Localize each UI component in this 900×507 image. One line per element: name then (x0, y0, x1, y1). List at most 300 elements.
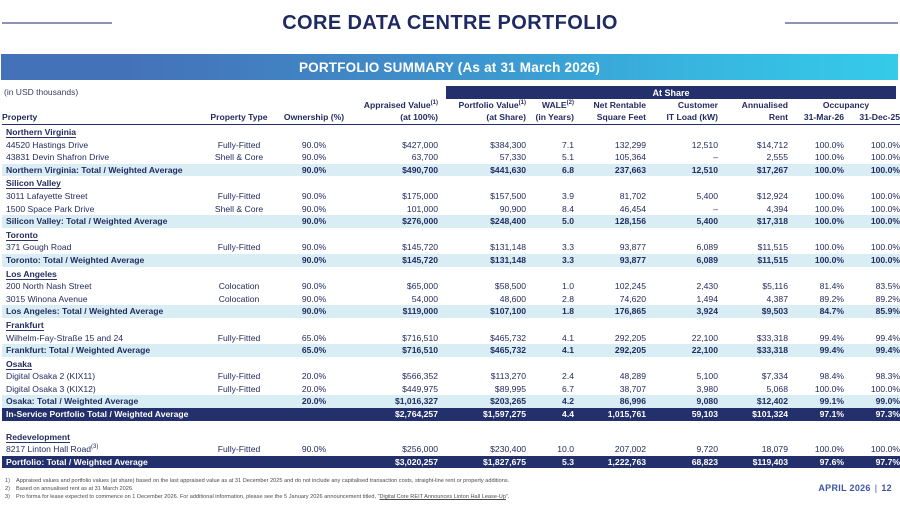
cell-nrsf: 48,289 (619, 371, 646, 382)
cell-nrsf: 38,707 (619, 383, 646, 394)
cell-type (202, 215, 280, 228)
col-header-ownership-top (280, 100, 352, 112)
cell-portfolio: $465,732 (490, 345, 526, 356)
footnotes (5, 477, 775, 501)
cell-property: Toronto: Total / Weighted Average (6, 254, 145, 265)
cell-portfolio: 90,900 (499, 203, 526, 214)
units-note: (in USD thousands) (4, 87, 79, 97)
col-header-property-type-top (202, 100, 280, 112)
cell-nrsf (578, 357, 650, 371)
cell-appraised: $3,020,257 (394, 456, 438, 467)
cell-wale: 2.8 (562, 293, 574, 304)
cell-type (202, 254, 280, 267)
col-header-property: Property (2, 112, 202, 125)
footnote-number: 3) (5, 494, 10, 500)
footnote-number: 1) (5, 478, 10, 484)
cell-it-load: 22,100 (691, 345, 718, 356)
cell-occ1: 100.0% (814, 383, 844, 394)
cell-occ1 (792, 125, 848, 139)
cell-nrsf: 132,299 (614, 139, 646, 150)
cell-appraised (352, 430, 442, 444)
cell-nrsf (578, 176, 650, 190)
market-subtotal-row (2, 395, 900, 408)
cell-it-load: 12,510 (691, 139, 718, 150)
col-header-appraised-value-line2: (at 100%) (352, 112, 442, 125)
cell-occ1 (792, 357, 848, 371)
cell-it-load (650, 430, 722, 444)
cell-property: 1500 Space Park Drive (6, 203, 95, 214)
market-name-label: Northern Virginia (6, 127, 77, 137)
cell-portfolio (442, 125, 530, 139)
col-header-property-top (2, 100, 202, 112)
footnote-item (5, 477, 775, 485)
cell-occ2 (848, 176, 900, 190)
cell-type (202, 357, 280, 371)
col-header-occupancy-group: Occupancy (822, 100, 870, 110)
cell-portfolio: $465,732 (490, 332, 526, 343)
cell-appraised: $119,000 (402, 306, 438, 317)
cell-occ2 (848, 318, 900, 332)
cell-occ2 (848, 430, 900, 444)
cell-ownership (280, 267, 352, 281)
title-band (0, 0, 900, 46)
cell-occ1: 100.0% (814, 190, 844, 201)
cell-occ2: 99.4% (875, 332, 900, 343)
col-header-rent-line2: Rent (722, 112, 792, 125)
cell-property: Silicon Valley: Total / Weighted Average (6, 216, 168, 227)
cell-occ2: 100.0% (870, 139, 900, 150)
cell-rent: $17,267 (756, 164, 788, 175)
cell-property: 200 North Nash Street (6, 281, 92, 292)
cell-occ2: 99.4% (875, 345, 900, 356)
cell-nrsf: 128,156 (614, 216, 646, 227)
cell-it-load: 3,924 (696, 306, 718, 317)
market-subtotal-row (2, 164, 900, 177)
footnote-ref-portfolio: (1) (518, 100, 526, 107)
cell-occ1 (792, 267, 848, 281)
market-header-row (2, 228, 900, 242)
cell-ownership: 20.0% (301, 371, 327, 382)
col-header-portfolio-value-line2: (at Share) (442, 112, 530, 125)
market-name-label: Toronto (6, 229, 38, 240)
cell-it-load: 22,100 (691, 332, 718, 343)
cell-type (202, 228, 280, 242)
cell-appraised (352, 228, 442, 242)
cell-property: 371 Gough Road (6, 242, 72, 253)
footnote-text: Based on annualised rent as at 31 March 2026. (16, 486, 134, 492)
cell-nrsf: 46,454 (619, 203, 646, 214)
portfolio-total-row (2, 456, 900, 469)
market-header-row (2, 430, 900, 444)
cell-rent (722, 357, 792, 371)
cell-rent: 2,555 (766, 152, 788, 163)
cell-property: Northern Virginia: Total / Weighted Average (6, 164, 183, 175)
cell-rent (722, 267, 792, 281)
title-rule-left (2, 22, 112, 24)
cell-nrsf: 74,620 (619, 293, 646, 304)
cell-portfolio: $157,500 (490, 190, 526, 201)
cell-it-load: 1,494 (696, 293, 718, 304)
footnote-announcement-link[interactable]: Digital Core REIT Announces Linton Hall Lease-Up (379, 494, 506, 500)
cell-type (202, 344, 280, 357)
table-header (2, 100, 900, 125)
cell-it-load: 5,400 (696, 190, 718, 201)
cell-nrsf (578, 228, 650, 242)
cell-rent: $33,318 (756, 345, 788, 356)
cell-occ2: 97.7% (875, 456, 900, 467)
cell-occ1: 97.1% (819, 409, 844, 420)
cell-portfolio: 48,600 (499, 293, 526, 304)
col-header-occupancy-prior: 31-Dec-25 (848, 112, 900, 125)
cell-nrsf: 93,877 (619, 254, 646, 265)
footnote-quote-open: “ (377, 494, 380, 500)
cell-type (202, 456, 280, 469)
cell-it-load: – (713, 152, 718, 163)
cell-portfolio: $1,827,675 (482, 456, 526, 467)
at-share-group-header: At Share (446, 86, 896, 99)
cell-wale: 4.1 (562, 345, 574, 356)
cell-ownership (280, 456, 352, 469)
cell-it-load (650, 176, 722, 190)
cell-portfolio: $113,270 (490, 371, 526, 382)
cell-nrsf: 93,877 (619, 242, 646, 253)
cell-appraised: $175,000 (402, 190, 438, 201)
cell-portfolio: $131,148 (490, 254, 526, 265)
market-name-label: Los Angeles (6, 268, 57, 279)
cell-rent: $17,318 (756, 216, 788, 227)
cell-occ2: 100.0% (870, 383, 900, 394)
cell-it-load: 6,089 (696, 254, 718, 265)
cell-rent: 4,394 (766, 203, 788, 214)
cell-rent: $7,334 (761, 371, 788, 382)
cell-wale: 5.1 (562, 152, 574, 163)
market-name-label: Silicon Valley (6, 178, 61, 189)
cell-appraised: 101,000 (406, 203, 438, 214)
cell-portfolio (442, 357, 530, 371)
cell-wale: 4.1 (562, 332, 574, 343)
market-name-label: Redevelopment (6, 431, 70, 442)
cell-it-load (650, 125, 722, 139)
cell-wale: 8.4 (562, 203, 574, 214)
cell-it-load: 6,089 (696, 242, 718, 253)
cell-appraised: $276,000 (402, 216, 438, 227)
cell-occ2 (848, 125, 900, 139)
cell-wale: 3.3 (562, 242, 574, 253)
cell-occ1: 97.6% (819, 456, 844, 467)
cell-wale: 5.0 (562, 216, 574, 227)
cell-property: 44520 Hastings Drive (6, 139, 89, 150)
cell-wale: 6.8 (562, 164, 574, 175)
cell-occ2: 98.3% (875, 371, 900, 382)
cell-ownership: 90.0% (301, 242, 327, 253)
cell-it-load: – (713, 203, 718, 214)
table-body (2, 125, 900, 469)
cell-appraised: $256,000 (402, 444, 438, 455)
cell-occ1 (792, 430, 848, 444)
col-header-nrsf-line1: Net Rentable (593, 100, 646, 110)
cell-nrsf (578, 430, 650, 444)
cell-occ2: 100.0% (870, 152, 900, 163)
cell-portfolio: $89,995 (494, 383, 526, 394)
cell-portfolio: $58,500 (494, 281, 526, 292)
cell-type: Shell & Core (214, 203, 264, 214)
cell-appraised: $1,016,327 (394, 396, 438, 407)
footnote-ref-wale: (2) (566, 100, 574, 107)
cell-nrsf: 176,865 (614, 306, 646, 317)
cell-nrsf: 102,245 (614, 281, 646, 292)
cell-occ1: 100.0% (814, 444, 844, 455)
table-row (2, 383, 900, 396)
cell-ownership: 65.0% (301, 332, 327, 343)
footer-date: APRIL 2026 (818, 483, 871, 493)
cell-occ1: 99.4% (819, 345, 844, 356)
cell-appraised: $2,764,257 (394, 409, 438, 420)
cell-ownership: 90.0% (301, 306, 327, 317)
cell-occ1: 100.0% (814, 242, 844, 253)
col-header-appraised-value-line1: Appraised Value$^{(1)}$ (363, 100, 438, 110)
col-header-property-type: Property Type (202, 112, 280, 125)
cell-wale: 3.9 (562, 190, 574, 201)
cell-nrsf: 86,996 (619, 396, 646, 407)
table-row (2, 443, 900, 456)
cell-appraised: $566,352 (402, 371, 438, 382)
cell-property: In-Service Portfolio Total / Weighted Average (6, 409, 189, 420)
col-header-portfolio-value-line1: Portfolio Value$^{(1)}$ (458, 100, 526, 110)
market-subtotal-row (2, 215, 900, 228)
cell-appraised: 63,700 (411, 152, 438, 163)
cell-it-load: 59,103 (691, 409, 718, 420)
cell-type: Fully-Fitted (217, 332, 261, 343)
cell-rent (722, 318, 792, 332)
cell-type (202, 176, 280, 190)
cell-ownership: 20.0% (301, 383, 327, 394)
cell-appraised (352, 357, 442, 371)
cell-portfolio: $203,265 (490, 396, 526, 407)
cell-rent: $11,515 (757, 254, 788, 265)
cell-occ1: 99.4% (819, 332, 844, 343)
cell-portfolio: $230,400 (490, 444, 526, 455)
cell-wale (530, 318, 578, 332)
col-header-ownership: Ownership (%) (280, 112, 352, 125)
footnote-text: Pro forma for lease expected to commence on 1 December 2026. For additional information, please see the 5 January 2026 announcement titled, (16, 494, 378, 500)
table-row (2, 332, 900, 345)
cell-nrsf: 237,663 (614, 164, 646, 175)
cell-rent: 4,387 (766, 293, 788, 304)
page-footer (818, 483, 892, 493)
cell-type: Fully-Fitted (217, 139, 261, 150)
footer-separator: | (874, 483, 878, 493)
cell-portfolio: $441,630 (490, 164, 526, 175)
cell-ownership: 90.0% (301, 444, 327, 455)
cell-property: Portfolio: Total / Weighted Average (6, 456, 148, 467)
cell-occ2 (848, 357, 900, 371)
cell-wale: 7.1 (562, 139, 574, 150)
cell-portfolio: $107,100 (490, 306, 526, 317)
market-name-label: Frankfurt (6, 319, 44, 330)
cell-type: Fully-Fitted (217, 190, 261, 201)
table-row (2, 241, 900, 254)
cell-rent: $119,403 (752, 456, 788, 467)
footer-page-number: 12 (881, 483, 892, 493)
cell-occ1: 100.0% (814, 203, 844, 214)
cell-rent: $11,515 (757, 242, 788, 253)
cell-ownership: 90.0% (301, 281, 327, 292)
cell-rent (722, 176, 792, 190)
cell-type: Shell & Core (214, 152, 264, 163)
cell-appraised (352, 318, 442, 332)
cell-occ2: 99.0% (875, 396, 900, 407)
cell-ownership (280, 357, 352, 371)
cell-appraised: $490,700 (402, 164, 438, 175)
cell-ownership: 65.0% (301, 345, 327, 356)
cell-property: Digital Osaka 3 (KIX12) (6, 383, 96, 394)
cell-wale: 2.4 (562, 371, 574, 382)
cell-wale: 4.2 (562, 396, 574, 407)
cell-occ2: 83.5% (875, 281, 900, 292)
portfolio-summary-bar-label: PORTFOLIO SUMMARY (As at 31 March 2026) (298, 59, 601, 75)
cell-rent: 5,068 (766, 383, 788, 394)
cell-occ2: 85.9% (875, 306, 900, 317)
cell-appraised: $145,720 (402, 254, 438, 265)
cell-ownership: 90.0% (301, 139, 327, 150)
title-rule-right (785, 22, 898, 24)
cell-portfolio: 57,330 (499, 152, 526, 163)
cell-portfolio (442, 430, 530, 444)
cell-rent: $14,712 (756, 139, 788, 150)
cell-ownership: 90.0% (301, 203, 327, 214)
col-header-it-load-line1: Customer (677, 100, 718, 110)
in-service-total-row (2, 408, 900, 421)
cell-it-load (650, 357, 722, 371)
cell-nrsf (578, 267, 650, 281)
cell-occ2: 100.0% (870, 444, 900, 455)
market-name (2, 267, 202, 281)
cell-wale: 6.7 (562, 383, 574, 394)
cell-property: 43831 Devin Shafron Drive (6, 152, 110, 163)
cell-type (202, 305, 280, 318)
market-header-row (2, 176, 900, 190)
cell-ownership: 90.0% (301, 190, 327, 201)
cell-rent (722, 430, 792, 444)
cell-rent: $101,324 (752, 409, 788, 420)
footnote-number: 2) (5, 486, 10, 492)
cell-appraised: $716,510 (402, 345, 438, 356)
cell-appraised: $427,000 (402, 139, 438, 150)
cell-property: 3015 Winona Avenue (6, 293, 88, 304)
footnote-ref-appraised: (1) (430, 100, 438, 107)
cell-it-load: 9,720 (696, 444, 718, 455)
market-subtotal-row (2, 305, 900, 318)
cell-property: Osaka: Total / Weighted Average (6, 396, 139, 407)
cell-it-load: 68,823 (691, 456, 718, 467)
cell-occ2: 100.0% (870, 242, 900, 253)
cell-ownership (280, 430, 352, 444)
cell-occ2: 100.0% (870, 203, 900, 214)
cell-occ2 (848, 228, 900, 242)
cell-type: Colocation (218, 281, 260, 292)
cell-occ1 (792, 318, 848, 332)
cell-type (202, 125, 280, 139)
cell-portfolio: $248,400 (490, 216, 526, 227)
cell-occ1: 100.0% (814, 216, 844, 227)
cell-type (202, 408, 280, 421)
cell-rent: $12,402 (756, 396, 788, 407)
cell-wale: 1.0 (562, 281, 574, 292)
portfolio-summary-table (2, 100, 900, 468)
cell-it-load: 9,080 (696, 396, 718, 407)
cell-nrsf: 1,222,763 (607, 456, 646, 467)
cell-portfolio: $384,300 (490, 139, 526, 150)
cell-nrsf (578, 318, 650, 332)
footnote-ref-property: (3) (91, 444, 99, 451)
cell-appraised (352, 125, 442, 139)
cell-occ1: 84.7% (819, 306, 844, 317)
footnote-text: Appraised values and portfolio values (at share) based on the last appraised value as at 31 December 2025 and do not include any capitalised transaction costs, straight-line rent or property additions. (16, 478, 510, 484)
cell-it-load: 5,100 (696, 371, 718, 382)
cell-type: Colocation (218, 293, 260, 304)
cell-wale: 10.0 (557, 444, 574, 455)
col-header-nrsf-line2: Square Feet (578, 112, 650, 125)
market-subtotal-row (2, 344, 900, 357)
cell-nrsf: 81,702 (619, 190, 646, 201)
cell-ownership: 90.0% (301, 254, 327, 265)
cell-portfolio (442, 318, 530, 332)
cell-portfolio (442, 176, 530, 190)
cell-ownership: 90.0% (301, 293, 327, 304)
cell-rent (722, 228, 792, 242)
cell-type (202, 430, 280, 444)
cell-type: Fully-Fitted (217, 242, 261, 253)
cell-ownership: 20.0% (301, 396, 327, 407)
cell-ownership: 90.0% (301, 152, 327, 163)
cell-occ2: 97.3% (875, 409, 900, 420)
cell-portfolio (442, 228, 530, 242)
market-name (2, 430, 202, 444)
market-header-row (2, 125, 900, 139)
market-subtotal-row (2, 254, 900, 267)
cell-occ2: 100.0% (870, 190, 900, 201)
cell-rent: $5,116 (762, 281, 788, 292)
cell-it-load: 5,400 (696, 216, 718, 227)
table-row (2, 370, 900, 383)
cell-nrsf: 1,015,761 (607, 409, 646, 420)
cell-occ2: 100.0% (870, 254, 900, 265)
cell-property: Los Angeles: Total / Weighted Average (6, 306, 164, 317)
footnote-text-after: ”. (505, 494, 510, 500)
cell-type (202, 395, 280, 408)
cell-occ1: 100.0% (814, 139, 844, 150)
market-name-label: Osaka (6, 358, 32, 369)
cell-wale (530, 176, 578, 190)
table-row (2, 203, 900, 216)
cell-type (202, 318, 280, 332)
cell-occ1: 99.1% (819, 396, 844, 407)
cell-occ1: 81.4% (819, 281, 844, 292)
cell-it-load (650, 228, 722, 242)
cell-occ1: 98.4% (819, 371, 844, 382)
cell-ownership (280, 125, 352, 139)
cell-appraised: $65,000 (406, 281, 438, 292)
cell-nrsf: 105,364 (614, 152, 646, 163)
market-header-row (2, 318, 900, 332)
cell-it-load: 2,430 (696, 281, 718, 292)
cell-appraised (352, 267, 442, 281)
cell-it-load: 12,510 (691, 164, 718, 175)
cell-wale (530, 228, 578, 242)
cell-wale (530, 357, 578, 371)
cell-occ1: 100.0% (814, 254, 844, 265)
cell-ownership (280, 408, 352, 421)
